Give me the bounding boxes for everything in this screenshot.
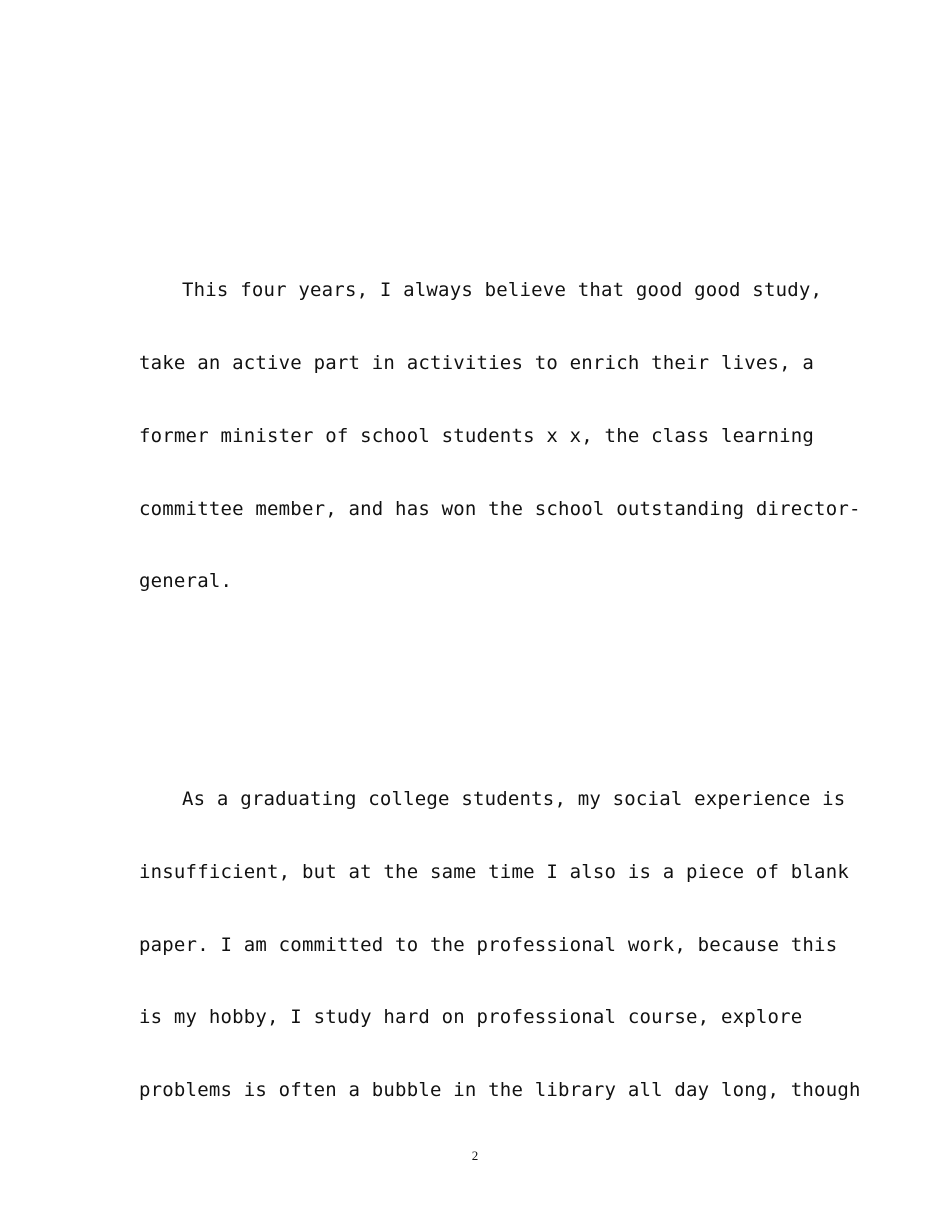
text-line: is my hobby, I study hard on professional course, explore [139, 1006, 803, 1028]
page-number: 2 [471, 1148, 479, 1163]
text-line: insufficient, but at the same time I also is a piece of blank [139, 861, 849, 883]
text-line: problems is often a bubble in the library all day long, though [139, 1079, 861, 1101]
text-line: committee member, and has won the school outstanding director- [139, 498, 861, 520]
text-line: This four years, I always believe that good good study, [182, 279, 823, 301]
text-line: paper. I am committed to the professional work, because this [139, 934, 838, 956]
text-line: take an active part in activities to enrich their lives, a [139, 352, 815, 374]
text-line: As a graduating college students, my social experience is [182, 788, 846, 810]
text-line: general. [139, 570, 233, 592]
text-line: former minister of school students x x, the class learning [139, 425, 815, 447]
